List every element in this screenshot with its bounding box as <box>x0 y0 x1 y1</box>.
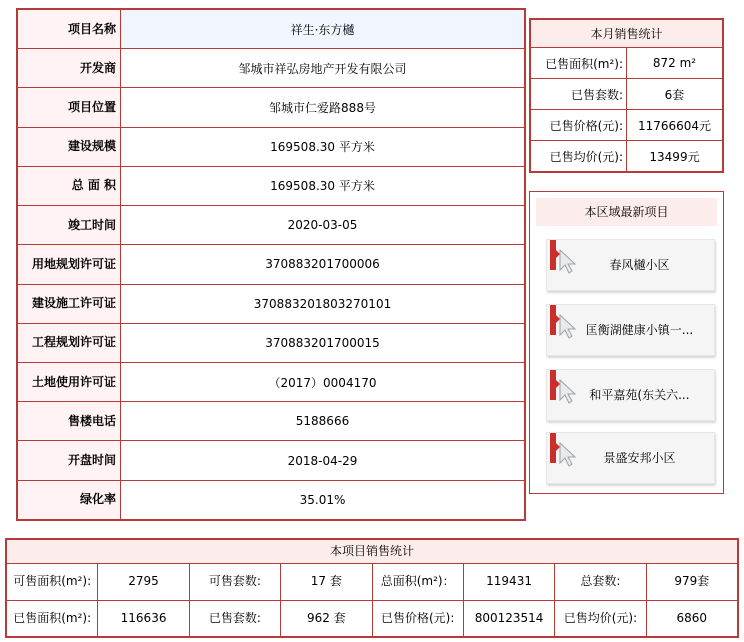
info-value: 2018-04-29 <box>121 441 525 480</box>
info-label: 土地使用许可证 <box>18 362 121 401</box>
flag-icon <box>550 433 556 463</box>
info-value: 祥生·东方樾 <box>121 10 525 49</box>
sales-row <box>7 564 738 601</box>
info-label: 开发商 <box>18 49 121 88</box>
info-label: 绿化率 <box>18 480 121 519</box>
info-row <box>18 480 525 519</box>
sales-cell: 已售面积(m²): <box>7 600 98 637</box>
project-sales-title: 本项目销售统计 <box>7 540 738 564</box>
info-row <box>18 206 525 245</box>
info-row <box>18 49 525 88</box>
sales-cell: 总面积(m²)： <box>372 564 463 601</box>
latest-project-link[interactable]: 匡衡湖健康小镇一... <box>585 323 694 337</box>
latest-project-card[interactable] <box>546 304 715 356</box>
info-row <box>18 88 525 127</box>
info-label: 用地规划许可证 <box>18 245 121 284</box>
stat-label: 已售面积(m²): <box>531 48 627 79</box>
sales-cell: 已售套数: <box>189 600 280 637</box>
info-label: 建设规模 <box>18 127 121 166</box>
sales-cell: 可售套数: <box>189 564 280 601</box>
info-value: 邹城市祥弘房地产开发有限公司 <box>121 49 525 88</box>
latest-projects-title: 本区域最新项目 <box>536 198 717 226</box>
latest-project-card[interactable] <box>546 239 715 291</box>
info-row <box>18 284 525 323</box>
project-info-table <box>17 9 525 520</box>
info-row <box>18 245 525 284</box>
sales-cell: 800123514 <box>463 600 554 637</box>
stat-value: 6套 <box>627 79 723 110</box>
info-value: 370883201803270101 <box>121 284 525 323</box>
stat-label: 已售套数: <box>531 79 627 110</box>
info-row <box>18 323 525 362</box>
info-value: 169508.30 平方米 <box>121 127 525 166</box>
info-label: 总 面 积 <box>18 166 121 205</box>
monthly-stats-panel <box>529 18 724 173</box>
info-row <box>18 166 525 205</box>
sales-cell: 116636 <box>98 600 189 637</box>
info-value: 370883201700006 <box>121 245 525 284</box>
flag-icon <box>550 370 556 400</box>
project-sales-panel <box>5 538 739 638</box>
latest-project-card[interactable] <box>546 432 715 484</box>
stat-value: 13499元 <box>627 141 723 172</box>
monthly-stats-table <box>530 19 723 172</box>
stat-label: 已售价格(元): <box>531 110 627 141</box>
stat-label: 已售均价(元): <box>531 141 627 172</box>
info-row <box>18 10 525 49</box>
sales-cell: 可售面积(m²): <box>7 564 98 601</box>
stat-value: 11766604元 <box>627 110 723 141</box>
info-row <box>18 127 525 166</box>
info-value: （2017）0004170 <box>121 362 525 401</box>
sales-cell: 已售价格(元): <box>372 600 463 637</box>
sales-cell: 6860 <box>646 600 737 637</box>
info-label: 开盘时间 <box>18 441 121 480</box>
info-value: 5188666 <box>121 402 525 441</box>
info-label: 建设施工许可证 <box>18 284 121 323</box>
info-value: 370883201700015 <box>121 323 525 362</box>
sales-cell: 2795 <box>98 564 189 601</box>
sales-cell: 962 套 <box>281 600 372 637</box>
info-row <box>18 402 525 441</box>
latest-project-link[interactable]: 春风樾小区 <box>609 258 670 272</box>
flag-icon <box>550 240 556 270</box>
monthly-stats-title: 本月销售统计 <box>531 20 723 48</box>
info-label: 项目名称 <box>18 10 121 49</box>
project-info-panel <box>16 8 526 521</box>
latest-projects-panel <box>529 191 724 494</box>
info-value: 邹城市仁爱路888号 <box>121 88 525 127</box>
info-label: 项目位置 <box>18 88 121 127</box>
info-value: 35.01% <box>121 480 525 519</box>
sales-cell: 总套数: <box>555 564 646 601</box>
info-value: 2020-03-05 <box>121 206 525 245</box>
info-label: 竣工时间 <box>18 206 121 245</box>
sales-cell: 已售均价(元): <box>555 600 646 637</box>
sales-cell: 979套 <box>646 564 737 601</box>
info-label: 售楼电话 <box>18 402 121 441</box>
info-row <box>18 441 525 480</box>
project-sales-table <box>6 539 738 637</box>
flag-icon <box>550 305 556 335</box>
info-value: 169508.30 平方米 <box>121 166 525 205</box>
sales-cell: 17 套 <box>281 564 372 601</box>
info-label: 工程规划许可证 <box>18 323 121 362</box>
info-row <box>18 362 525 401</box>
sales-row <box>7 600 738 637</box>
stat-value: 872 m² <box>627 48 723 79</box>
latest-project-link[interactable]: 和平嘉苑(东关六... <box>589 388 690 402</box>
sales-cell: 119431 <box>463 564 554 601</box>
latest-project-link[interactable]: 景盛安邦小区 <box>603 451 676 465</box>
latest-project-card[interactable] <box>546 369 715 421</box>
